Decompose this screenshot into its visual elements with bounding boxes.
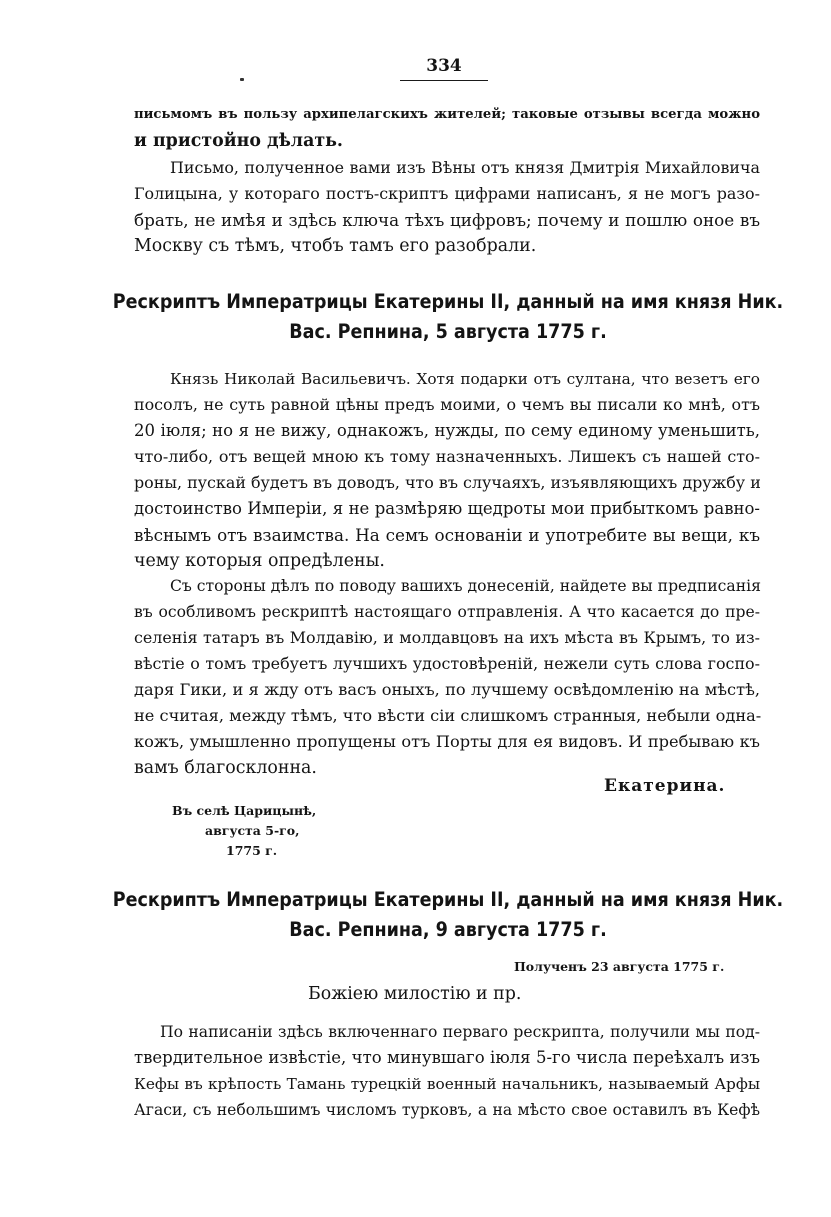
text-line: селенія татаръ въ Молдавію, и молдавцовъ на ихъ мѣста въ Крымъ, то из- bbox=[134, 628, 760, 647]
text-line: Москву съ тѣмъ, чтобъ тамъ его разобрали. bbox=[134, 236, 537, 256]
received-note: Полученъ 23 августа 1775 г. bbox=[514, 959, 725, 974]
text-line: 20 іюля; но я не вижу, однакожъ, нужды, по сему единому уменьшить, bbox=[134, 421, 760, 440]
text-line: письмомъ въ пользу архипелагскихъ жителей; таковые отзывы всегда можно bbox=[134, 107, 760, 122]
text-line: кожъ, умышленно пропущены отъ Порты для ея видовъ. И пребываю къ bbox=[134, 732, 760, 751]
text-line: Письмо, полученное вами изъ Вѣны отъ князя Дмитрія Михайловича bbox=[170, 158, 760, 177]
greeting-line: Божіею милостію и пр. bbox=[308, 984, 522, 1004]
text-line: вѣснымъ отъ взаимства. На семъ основаніи и употребите вы вещи, къ bbox=[134, 525, 760, 545]
text-line: Князь Николай Васильевичъ. Хотя подарки отъ султана, что везетъ его bbox=[170, 370, 760, 388]
text-line: Голицына, у котораго постъ-скриптъ цифрами написанъ, я не могъ разо- bbox=[134, 184, 760, 203]
text-line: вѣстіе о томъ требуетъ лучшихъ удостовѣреній, нежели суть слова госпо- bbox=[134, 654, 760, 673]
text-line: вамъ благосклонна. bbox=[134, 758, 317, 778]
date-line: августа 5-го, bbox=[205, 823, 300, 838]
text-line: посолъ, не суть равной цѣны предъ моими, о чемъ вы писали ко мнѣ, отъ bbox=[134, 395, 760, 414]
text-line: достоинство Имперіи, я не размѣряю щедроты мои прибыткомъ равно- bbox=[134, 499, 760, 518]
text-line: твердительное извѣстіе, что минувшаго іюля 5-го числа переѣхалъ изъ bbox=[134, 1048, 760, 1067]
text-line: не считая, между тѣмъ, что вѣсти сіи слишкомъ странныя, небыли одна- bbox=[134, 706, 762, 725]
page-number: 334 bbox=[400, 56, 488, 81]
text-line: чему которыя опредѣлены. bbox=[134, 551, 385, 571]
print-mark bbox=[240, 78, 244, 81]
text-line: Агаси, съ небольшимъ числомъ турковъ, а на мѣсто свое оставилъ въ Кефѣ bbox=[134, 1101, 760, 1119]
text-line: что-либо, отъ вещей мною къ тому назначенныхъ. Лишекъ съ нашей сто- bbox=[134, 447, 760, 466]
text-line: даря Гики, и я жду отъ васъ оныхъ, по лучшему освѣдомленію на мѣстѣ, bbox=[134, 680, 760, 699]
section-heading: Рескриптъ Императрицы Екатерины II, данный на имя князя Ник. bbox=[112, 888, 784, 911]
section-heading: Рескриптъ Императрицы Екатерины II, данный на имя князя Ник. bbox=[112, 290, 784, 313]
text-line: роны, пускай будетъ въ доводъ, что въ случаяхъ, изъявляющихъ дружбу и bbox=[134, 473, 761, 492]
text-line: брать, не имѣя и здѣсь ключа тѣхъ цифровъ; почему и пошлю оное въ bbox=[134, 210, 760, 230]
section-heading: Вас. Репнина, 5 августа 1775 г. bbox=[289, 320, 607, 343]
text-line: въ особливомъ рескриптѣ настоящаго отправленія. А что касается до пре- bbox=[134, 603, 760, 621]
text-line: и пристойно дѣлать. bbox=[134, 131, 343, 151]
text-line: По написаніи здѣсь включеннаго перваго рескрипта, получили мы под- bbox=[160, 1023, 760, 1041]
section-heading: Вас. Репнина, 9 августа 1775 г. bbox=[289, 918, 607, 941]
text-line: Кефы въ крѣпость Тамань турецкій военный начальникъ, называемый Арфы bbox=[134, 1075, 760, 1093]
signature: Екатерина. bbox=[604, 776, 726, 796]
text-line: Съ стороны дѣлъ по поводу вашихъ донесеній, найдете вы предписанія bbox=[170, 577, 761, 595]
place-line: Въ селѣ Царицынѣ, bbox=[172, 803, 317, 818]
year-line: 1775 г. bbox=[226, 843, 278, 858]
